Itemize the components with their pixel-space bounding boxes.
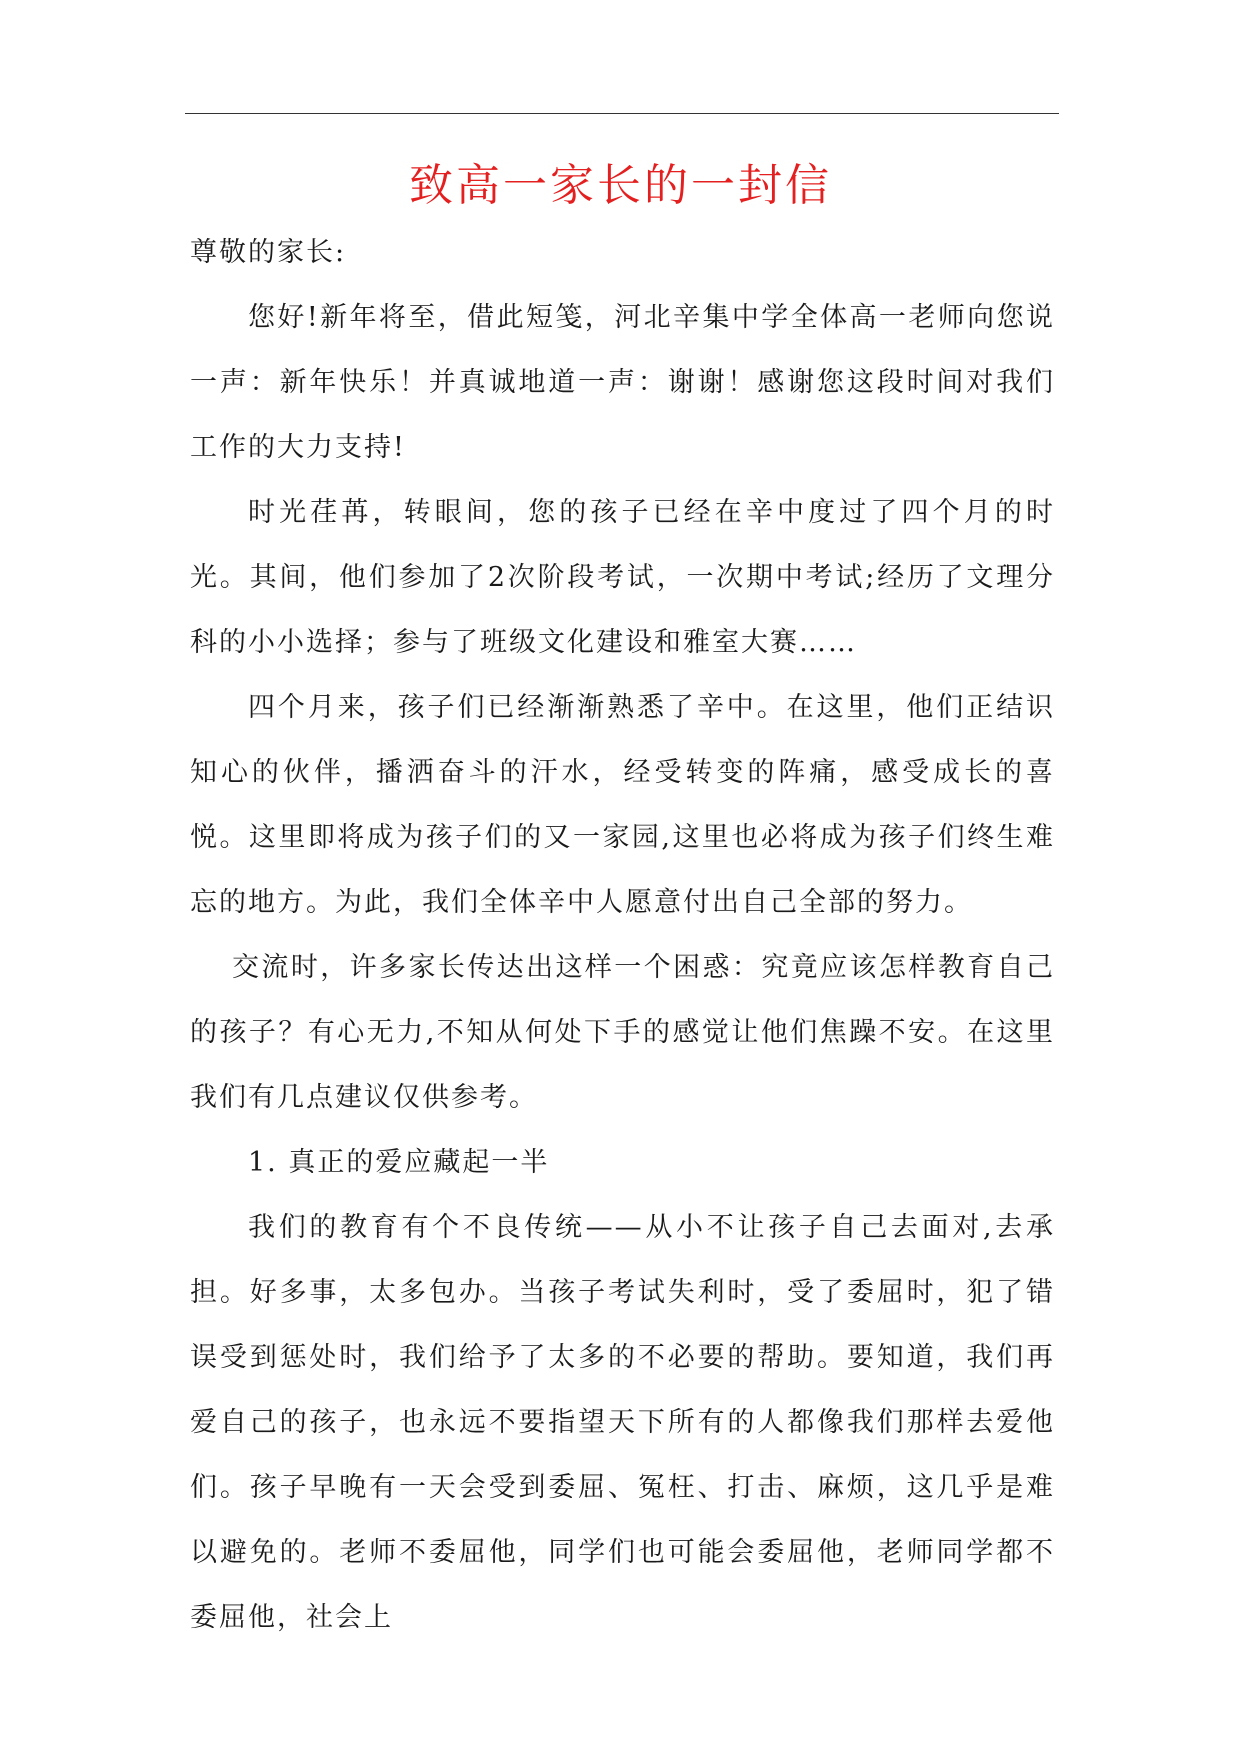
section-heading-1: 1. 真正的爱应藏起一半 (248, 1147, 550, 1178)
document-title: 致高一家长的一封信 (409, 160, 832, 211)
paragraph-exchange: 交流时，许多家长传达出这样一个困惑：究竟应该怎样教育自己的孩子？有心无力,不知从何处下手的感觉让他们焦躁不安。在这里我们有几点建议仅供参考。 (190, 952, 1055, 1113)
paragraph-time: 时光荏苒，转眼间，您的孩子已经在辛中度过了四个月的时光。其间，他们参加了2次阶段考试，一次期中考试;经历了文理分科的小小选择；参与了班级文化建设和雅室大赛…… (190, 497, 1055, 658)
letter-body (190, 220, 1055, 1650)
paragraph-education: 我们的教育有个不良传统——从小不让孩子自己去面对,去承担。好多事，太多包办。当孩子考试失利时，受了委屈时，犯了错误受到惩处时，我们给予了太多的不必要的帮助。要知道，我们再爱自己的孩子，也永远不要指望天下所有的人都像我们那样去爱他们。孩子早晚有一天会受到委屈、冤枉、打击、麻烦，这几乎是难以避免的。老师不委屈他，同学们也可能会委屈他，老师同学都不委屈他，社会上 (190, 1212, 1055, 1633)
header-rule (185, 113, 1059, 114)
salutation: 尊敬的家长: (190, 237, 347, 268)
paragraph-greeting: 您好!新年将至，借此短笺，河北辛集中学全体高一老师向您说一声：新年快乐！并真诚地道一声：谢谢！感谢您这段时间对我们工作的大力支持! (190, 302, 1055, 463)
paragraph-four-months: 四个月来，孩子们已经渐渐熟悉了辛中。在这里，他们正结识知心的伙伴，播洒奋斗的汗水，经受转变的阵痛，感受成长的喜悦。这里即将成为孩子们的又一家园,这里也必将成为孩子们终生难忘的地方。为此，我们全体辛中人愿意付出自己全部的努力。 (190, 692, 1055, 918)
